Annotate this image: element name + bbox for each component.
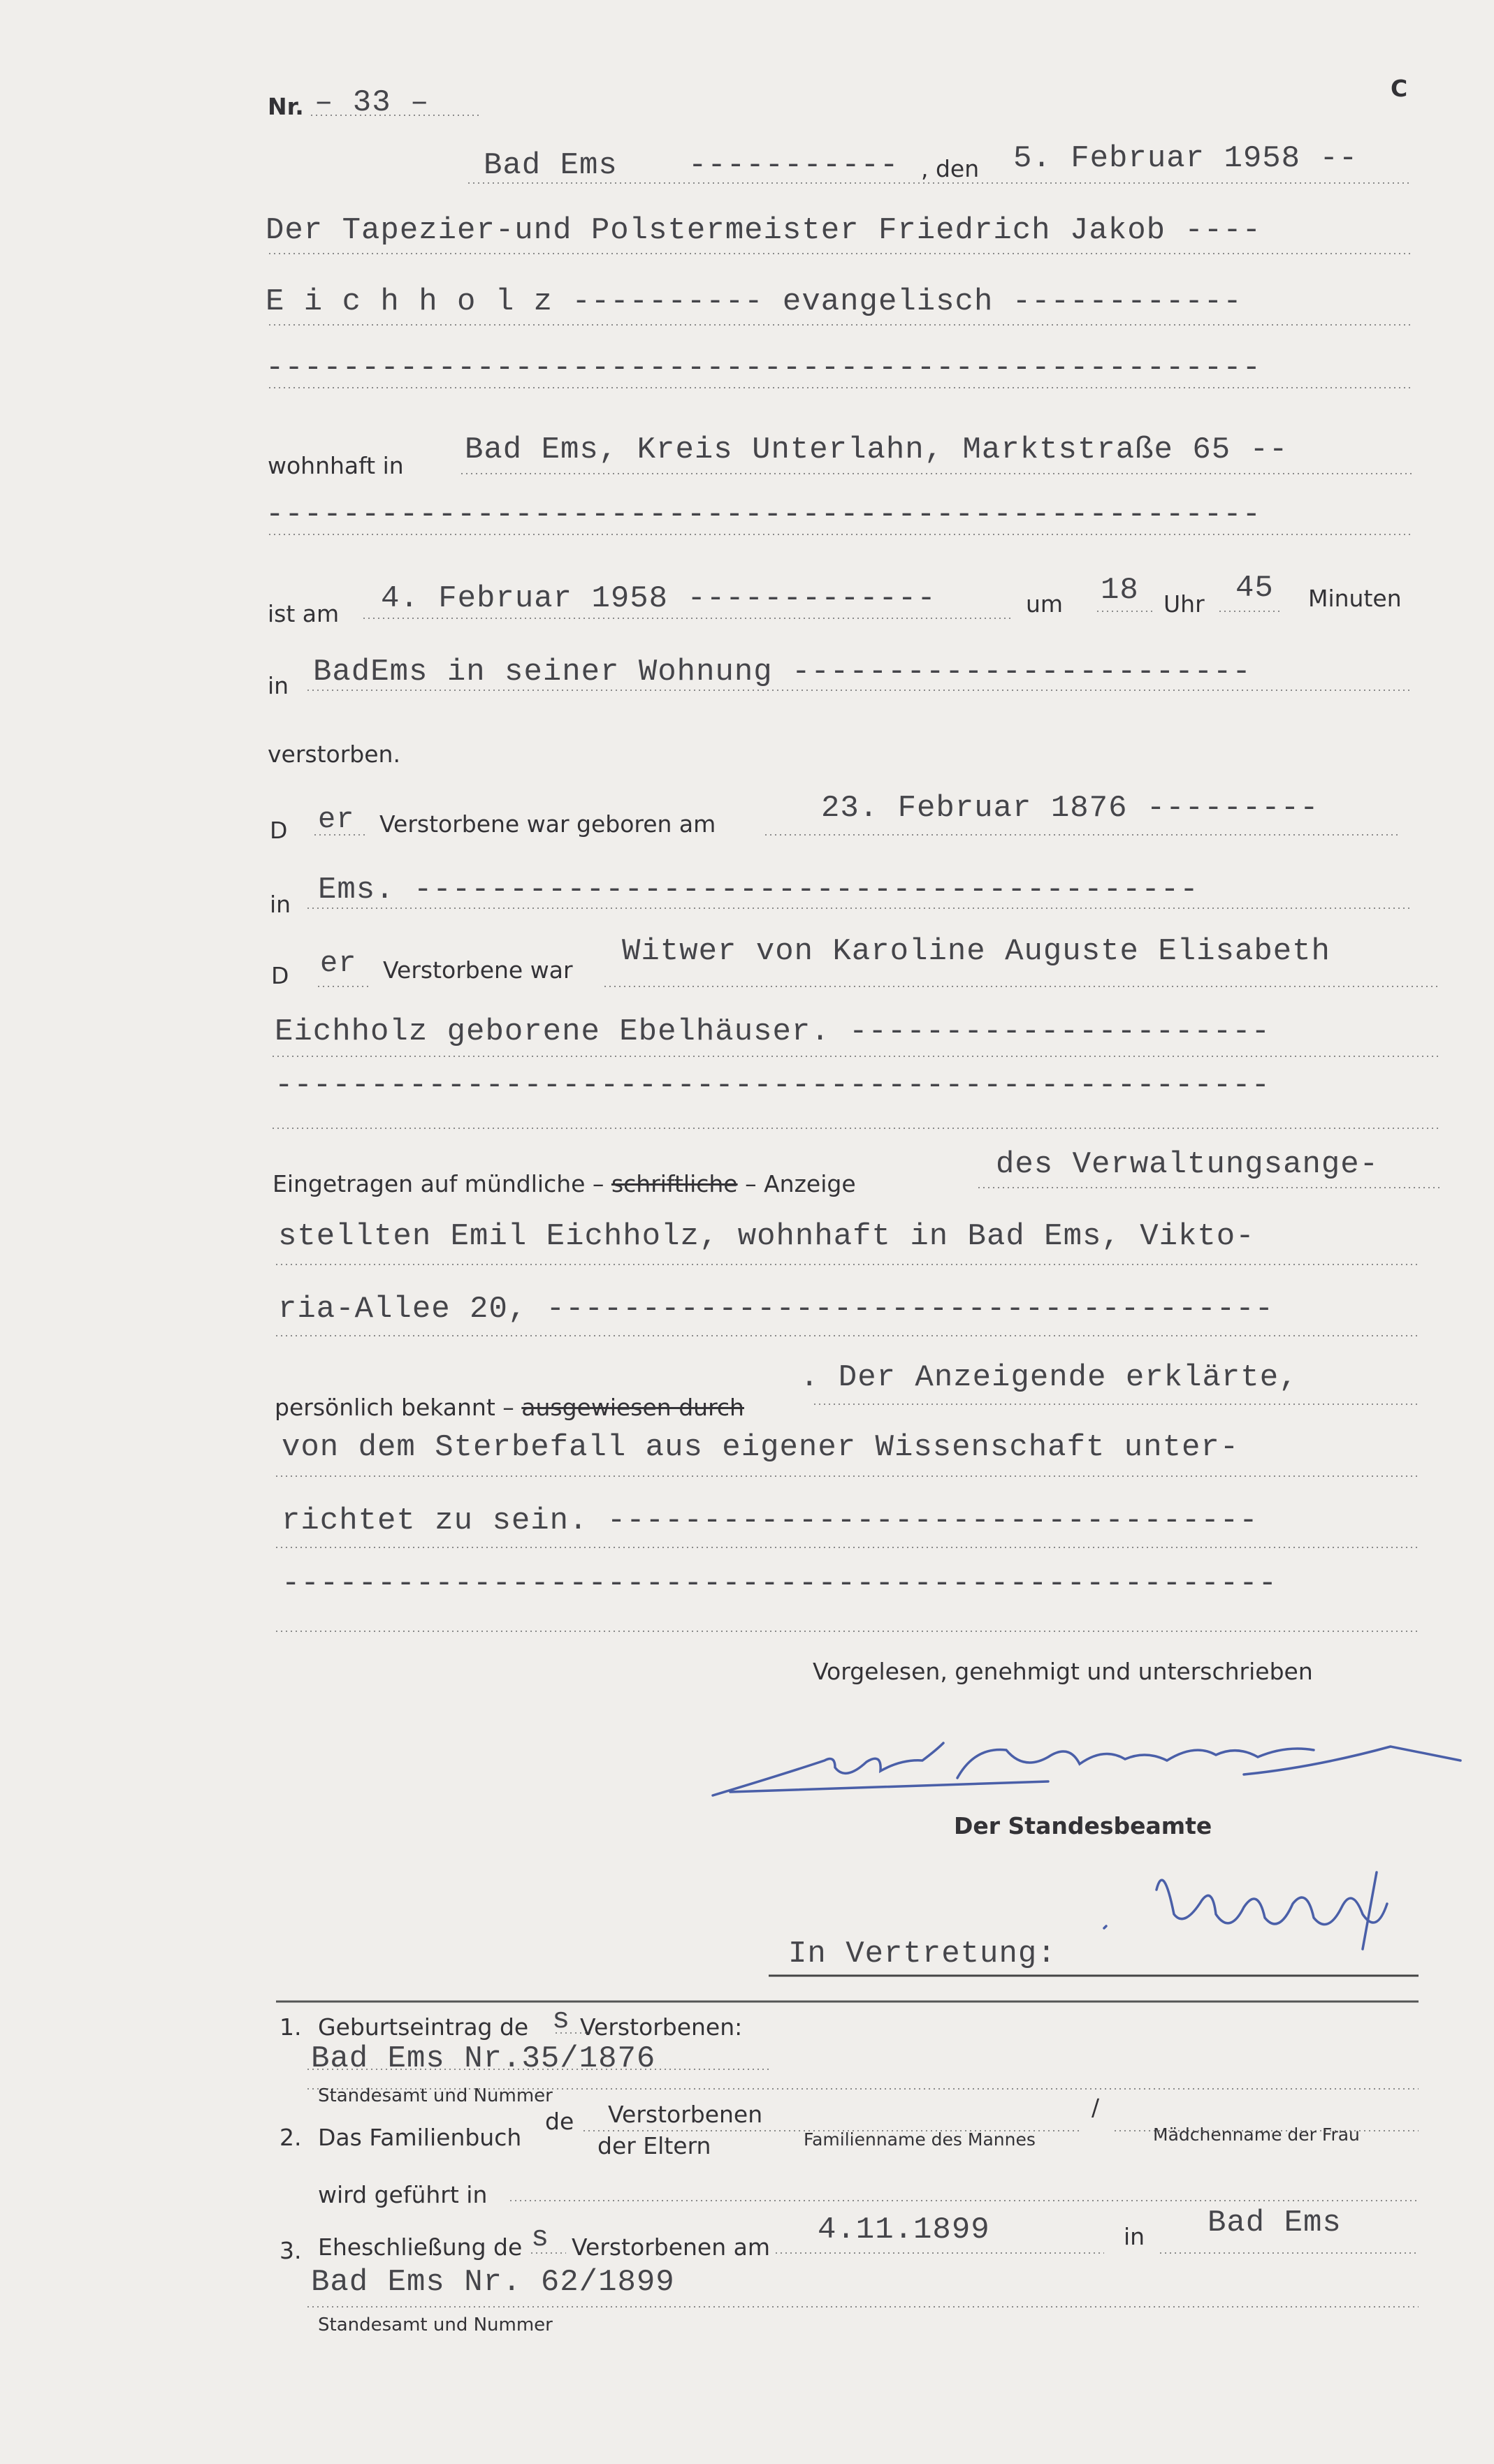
uhr-label: Uhr	[1163, 590, 1205, 618]
marriage-place: Bad Ems	[1207, 2206, 1342, 2240]
verstorben-label: verstorben.	[268, 741, 400, 768]
death-place: BadEms in seiner Wohnung ------------------------	[313, 655, 1252, 690]
read-approved-text: Vorgelesen, genehmigt und unterschrieben	[813, 1658, 1313, 1685]
entry-value-line-3: ria-Allee 20, --------------------------------------	[278, 1292, 1275, 1327]
marital-value-line-2: Eichholz geborene Ebelhäuser. ----------------------	[275, 1014, 1271, 1049]
registrar-label: Der Standesbeamte	[954, 1812, 1212, 1839]
birth-entry-reference: Bad Ems Nr.35/1876	[311, 2041, 656, 2076]
birth-d-label: D	[270, 817, 288, 844]
identity-value-line-2: von dem Sterbefall aus eigener Wissenschaft unter-	[282, 1430, 1240, 1465]
residence-value: Bad Ems, Kreis Unterlahn, Marktstraße 65 --	[465, 432, 1289, 467]
footer-item-1-label: Geburtseintrag de	[318, 2013, 529, 2041]
identity-label	[275, 1396, 744, 1419]
footer-item-2-option-parents: der Eltern	[597, 2132, 711, 2159]
residence-line-2: ----------------------------------------------------	[266, 497, 1262, 532]
marital-d-label: D	[271, 962, 289, 989]
entry-label-suffix: – Anzeige	[745, 1170, 856, 1197]
footer-item-1-number: 1.	[280, 2013, 302, 2041]
um-label: um	[1026, 590, 1064, 618]
marriage-date: 4.11.1899	[818, 2213, 990, 2247]
birth-gender-suffix: er	[318, 803, 355, 836]
marriage-entry-reference: Bad Ems Nr. 62/1899	[311, 2265, 675, 2300]
footer-caption-husband: Familienname des Mannes	[804, 2129, 1036, 2150]
footer-item-2-label: Das Familienbuch	[318, 2124, 522, 2151]
entry-value-line-1: des Verwaltungsange-	[996, 1147, 1379, 1182]
registry-place-dashes: -----------	[688, 148, 899, 183]
residence-label: wohnhaft in	[268, 452, 404, 479]
registry-place: Bad Ems	[484, 148, 618, 183]
minuten-label: Minuten	[1308, 585, 1402, 612]
identity-value-line-4: ----------------------------------------------------	[282, 1566, 1278, 1601]
nr-label: Nr.	[268, 93, 304, 120]
marital-value-line-3: ----------------------------------------------------	[275, 1068, 1271, 1103]
entry-label-prefix: Eingetragen auf mündliche –	[273, 1170, 604, 1197]
birth-label: Verstorbene war geboren am	[379, 810, 716, 838]
deceased-line-1: Der Tapezier-und Polstermeister Friedrich Jakob ----	[266, 213, 1262, 248]
deceased-line-2: E i c h h o l z ---------- evangelisch ------------	[266, 284, 1242, 319]
identity-label-prefix: persönlich bekannt –	[275, 1394, 514, 1421]
identity-label-struck: ausgewiesen durch	[521, 1394, 744, 1421]
den-label: , den	[921, 155, 980, 182]
footer-item-1-suffix: s	[552, 2003, 571, 2036]
footer-item-2-de: de	[545, 2108, 574, 2135]
identity-value-line-3: richtet zu sein. ----------------------------------	[282, 1503, 1259, 1538]
footer-item-2-number: 2.	[280, 2124, 302, 2151]
corner-mark: C	[1391, 75, 1408, 102]
birth-date: 23. Februar 1876 ---------	[821, 791, 1319, 826]
marital-gender-suffix: er	[320, 947, 357, 980]
footer-item-2-option-deceased: Verstorbenen	[608, 2101, 763, 2128]
record-number: – 33 –	[314, 85, 430, 120]
entry-label	[273, 1172, 856, 1195]
footer-item-3-label-2: Verstorbenen am	[572, 2233, 771, 2261]
footer-item-3-in: in	[1124, 2223, 1145, 2250]
in-vertretung-label: In Vertretung:	[788, 1937, 1057, 1971]
footer-item-2-slash: /	[1092, 2094, 1100, 2121]
death-in-label: in	[268, 672, 289, 699]
footer-item-1-caption: Standesamt und Nummer	[318, 2085, 553, 2106]
ist-am-label: ist am	[268, 600, 340, 627]
identity-value-line-1: . Der Anzeigende erklärte,	[800, 1360, 1298, 1395]
marital-value-line-1: Witwer von Karoline Auguste Elisabeth	[622, 934, 1330, 969]
entry-label-struck: schriftliche	[611, 1170, 738, 1197]
footer-item-3-label: Eheschließung de	[318, 2233, 523, 2261]
footer-item-1-label-2: Verstorbenen:	[580, 2013, 743, 2041]
footer-item-3-caption: Standesamt und Nummer	[318, 2314, 553, 2335]
birth-place: Ems. -----------------------------------------	[318, 873, 1199, 907]
death-hour: 18	[1101, 573, 1139, 608]
birth-in-label: in	[270, 891, 291, 918]
signature-registrar	[1104, 1872, 1387, 1949]
marital-label: Verstorbene war	[383, 956, 573, 984]
registry-date: 5. Februar 1958 --	[1013, 141, 1358, 176]
death-minutes: 45	[1235, 571, 1274, 606]
entry-value-line-2: stellten Emil Eichholz, wohnhaft in Bad Ems, Vikto-	[278, 1219, 1255, 1254]
footer-item-3-suffix: s	[531, 2221, 550, 2254]
death-date: 4. Februar 1958 -------------	[381, 581, 936, 616]
footer-caption-wife: Mädchenname der Frau	[1153, 2124, 1360, 2145]
deceased-line-3: ----------------------------------------------------	[266, 351, 1262, 386]
signature-informant	[713, 1743, 1460, 1795]
footer-item-3-number: 3.	[280, 2237, 302, 2264]
footer-item-2-label-2: wird geführt in	[318, 2181, 488, 2208]
